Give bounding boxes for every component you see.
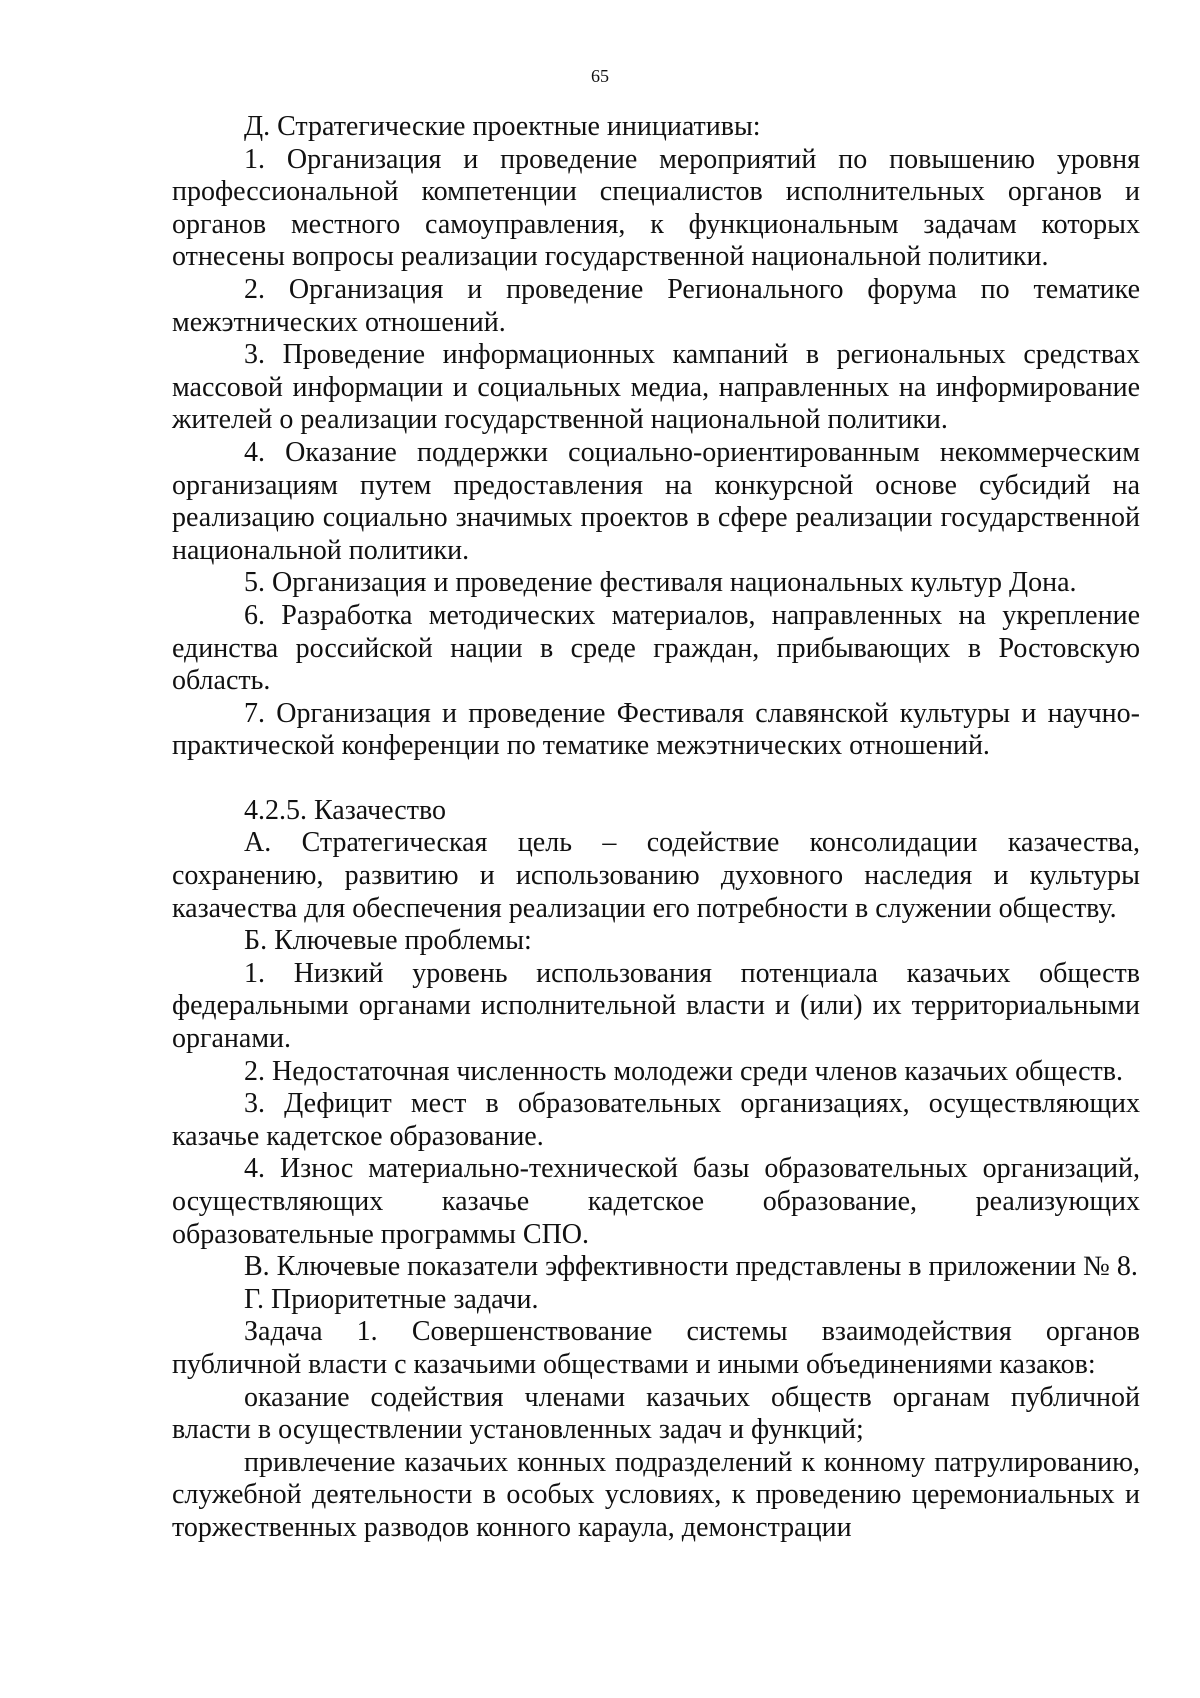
paragraph: оказание содействия членами казачьих обществ органам публичной власти в осуществлении установленных задач и функций; (172, 1381, 1140, 1446)
section-heading: 4.2.5. Казачество (244, 794, 447, 826)
list-item: 5. Организация и проведение фестиваля национальных культур Дона. (244, 567, 1077, 599)
list-item: 2. Организация и проведение Регионального форума по тематике межэтнических отношений. (172, 273, 1140, 338)
heading-key-problems: Б. Ключевые проблемы: (244, 925, 532, 957)
list-item: 3. Проведение информационных кампаний в региональных средствах массовой информации и социальных медиа, направленных на информирование жителей о реализации государственной национальной политики. (172, 339, 1140, 436)
page-number: 65 (591, 66, 609, 86)
paragraph-task-1: Задача 1. Совершенствование системы взаимодействия органов публичной власти с казачьими обществами и иными объединениями казаков: (172, 1316, 1140, 1380)
heading-priority-tasks: Г. Приоритетные задачи. (244, 1283, 539, 1315)
list-item: 3. Дефицит мест в образовательных организациях, осуществляющих казачье кадетское образование. (172, 1088, 1140, 1152)
document-body (172, 111, 1140, 1545)
list-item: 2. Недостаточная численность молодежи среди членов казачьих обществ. (244, 1055, 1123, 1087)
heading-strategic-initiatives: Д. Стратегические проектные инициативы: (244, 111, 761, 142)
list-item: 4. Износ материально-технической базы образовательных организаций, осуществляющих казачье кадетское образование, реализующих образовательные программы СПО. (172, 1153, 1140, 1250)
list-item: 1. Низкий уровень использования потенциала казачьих обществ федеральными органами исполнительной власти и (или) их территориальными органами. (172, 957, 1140, 1055)
paragraph-strategic-goal: А. Стратегическая цель – содействие консолидации казачества, сохранению, развитию и использованию духовного наследия и культуры казачества для обеспечения реализации его потребности в служении обществу. (172, 827, 1140, 924)
list-item: 6. Разработка методических материалов, направленных на укрепление единства российской нации в среде граждан, прибывающих в Ростовскую область. (172, 599, 1140, 697)
list-item: 1. Организация и проведение мероприятий по повышению уровня профессиональной компетенции специалистов исполнительных органов и органов местного самоуправления, к функциональным задачам которых отнесены вопросы реализации государственной национальной политики. (172, 143, 1140, 273)
list-item: 7. Организация и проведение Фестиваля славянской культуры и научно-практической конференции по тематике межэтнических отношений. (172, 697, 1140, 762)
paragraph-key-indicators: В. Ключевые показатели эффективности представлены в приложении № 8. (244, 1251, 1138, 1283)
list-item: 4. Оказание поддержки социально-ориентированным некоммерческим организациям путем предоставления на конкурсной основе субсидий на реализацию социально значимых проектов в сфере реализации государственной национальной политики. (172, 436, 1140, 566)
paragraph: привлечение казачьих конных подразделений к конному патрулированию, служебной деятельности в особых условиях, к проведению церемониальных и торжественных разводов конного караула, демонстрации (172, 1446, 1140, 1543)
